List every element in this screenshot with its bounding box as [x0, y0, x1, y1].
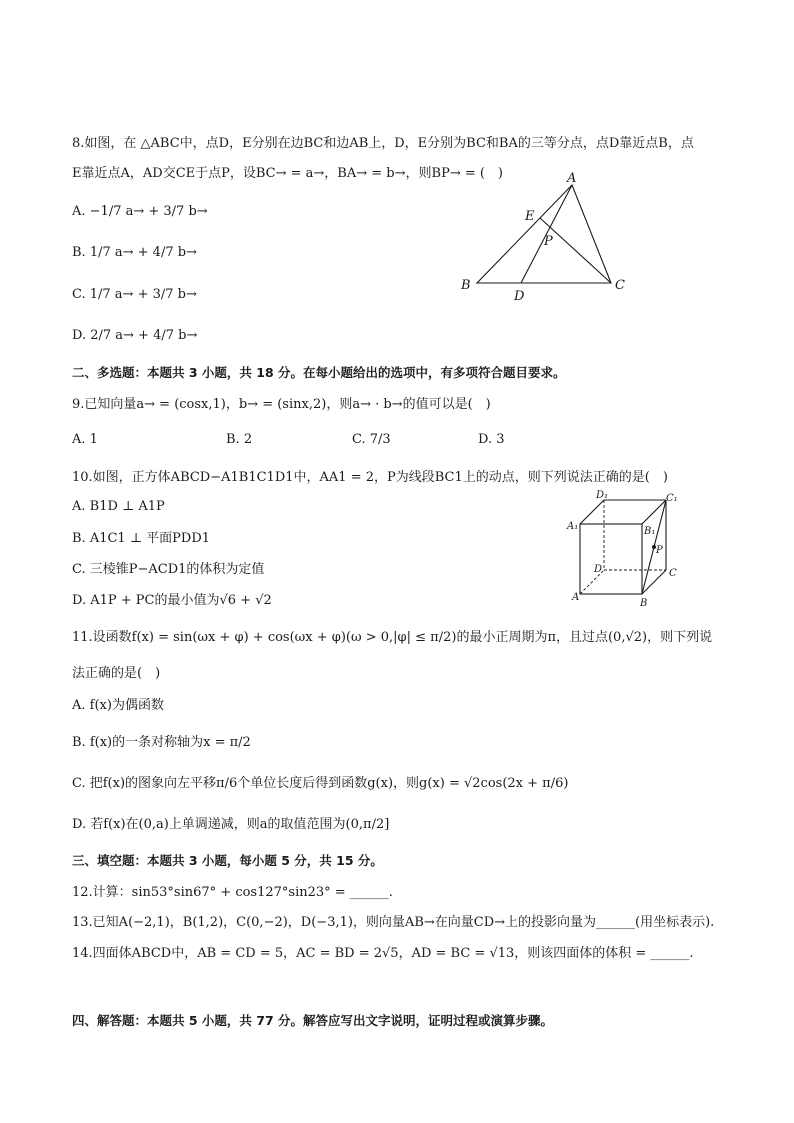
- section-multiple-choice-heading: 二、多选题：本题共 3 小题，共 18 分。在每小题给出的选项中，有多项符合题目要求。: [72, 365, 566, 380]
- label-c1: C₁: [666, 493, 678, 504]
- q8-option-d: D. 2/7 a→ + 4/7 b→: [72, 328, 198, 343]
- label-p: P: [544, 234, 553, 249]
- label-a1: A₁: [567, 521, 579, 532]
- cube-figure: [560, 488, 690, 613]
- label-b: B: [461, 278, 471, 293]
- label-d: D: [514, 289, 525, 304]
- q11-option-d: D. 若f(x)在(0,a)上单调递减，则a的取值范围为(0,π/2]: [72, 817, 390, 832]
- q13-stem: 13.已知A(−2,1)，B(1,2)，C(0,−2)，D(−3,1)，则向量AB→在向量CD→上的投影向量为______(用坐标表示).: [72, 915, 715, 930]
- label-c: C: [669, 568, 677, 579]
- section-solution-heading: 四、解答题：本题共 5 小题，共 77 分。解答应写出文字说明，证明过程或演算步骤。: [72, 1013, 554, 1028]
- q10-option-d: D. A1P + PC的最小值为√6 + √2: [72, 593, 272, 608]
- label-a: A: [567, 171, 577, 186]
- q9-stem: 9.已知向量a→ = (cosx,1)，b→ = (sinx,2)，则a→ · b→的值可以是( ): [72, 397, 491, 412]
- q8-option-c: C. 1/7 a→ + 3/7 b→: [72, 287, 197, 302]
- q8-option-b: B. 1/7 a→ + 4/7 b→: [72, 245, 197, 260]
- label-e: E: [525, 209, 535, 224]
- q9-option-c: C. 7/3: [352, 432, 391, 447]
- label-b: B: [640, 598, 648, 609]
- label-a: A: [572, 592, 580, 603]
- label-d1: D₁: [596, 490, 609, 501]
- section-fill-in-heading: 三、填空题：本题共 3 小题，每小题 5 分，共 15 分。: [72, 853, 383, 868]
- q10-option-b: B. A1C1 ⊥ 平面PDD1: [72, 531, 211, 546]
- q10-stem: 10.如图，正方体ABCD−A1B1C1D1中，AA1 = 2，P为线段BC1上的动点，则下列说法正确的是( ): [72, 470, 668, 485]
- q9-option-d: D. 3: [478, 432, 505, 447]
- label-p: P: [656, 545, 663, 556]
- q10-option-a: A. B1D ⊥ A1P: [72, 499, 165, 514]
- q11-option-c: C. 把f(x)的图象向左平移π/6个单位长度后得到函数g(x)，则g(x) = √2cos(2x + π/6): [72, 776, 569, 791]
- q10-option-c: C. 三棱锥P−ACD1的体积为定值: [72, 562, 265, 577]
- q11-stem-line1: 11.设函数f(x) = sin(ωx + φ) + cos(ωx + φ)(ω > 0,|φ| ≤ π/2)的最小正周期为π，且过点(0,√2)，则下列说: [72, 630, 713, 645]
- q11-stem-line2: 法正确的是( ): [72, 666, 161, 681]
- q9-option-a: A. 1: [72, 432, 98, 447]
- triangle-figure: [455, 170, 635, 305]
- q11-option-a: A. f(x)为偶函数: [72, 698, 164, 713]
- q8-stem-line2: E靠近点A，AD交CE于点P，设BC→ = a→，BA→ = b→，则BP→ = ( ): [72, 166, 504, 181]
- q8-stem-line1: 8.如图，在 △ABC中，点D，E分别在边BC和边AB上，D，E分别为BC和BA的三等分点，点D靠近点B，点: [72, 136, 694, 151]
- q11-option-b: B. f(x)的一条对称轴为x = π/2: [72, 735, 251, 750]
- q12-stem: 12.计算：sin53°sin67° + cos127°sin23° = ______.: [72, 885, 393, 900]
- q9-option-b: B. 2: [226, 432, 253, 447]
- label-c: C: [615, 278, 625, 293]
- label-d: D: [594, 564, 603, 575]
- q14-stem: 14.四面体ABCD中，AB = CD = 5，AC = BD = 2√5，AD = BC = √13，则该四面体的体积 = ______.: [72, 946, 694, 961]
- q8-option-a: A. −1/7 a→ + 3/7 b→: [72, 204, 208, 219]
- label-b1: B₁: [644, 526, 656, 537]
